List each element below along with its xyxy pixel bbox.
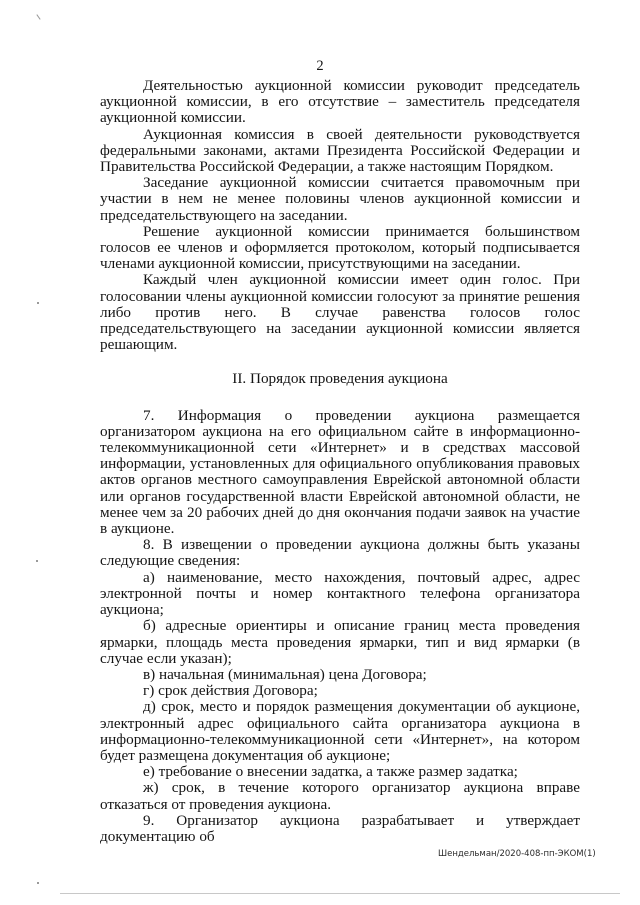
paragraph: б) адресные ориентиры и описание границ места проведения ярмарки, площадь места проведения ярмарки, тип и вид ярмарки (в случае если указан);: [100, 617, 580, 667]
paragraph: г) срок действия Договора;: [143, 682, 318, 700]
scan-mark: [36, 560, 38, 562]
document-code: Шендельман/2020-408-пп-ЭКОМ(1): [438, 849, 596, 859]
scan-mark: [37, 302, 39, 304]
paragraph: а) наименование, место нахождения, почтовый адрес, адрес электронной почты и номер контактного телефона организатора аукциона;: [100, 568, 580, 619]
paragraph: е) требование о внесении задатка, а также размер задатка;: [143, 763, 518, 781]
paragraph: ж) срок, в течение которого организатор аукциона вправе отказаться от проведения аукциона.: [100, 779, 580, 813]
paragraph: Заседание аукционной комиссии считается правомочным при участии в нем не менее половины членов аукционной комиссии и председательствующего на заседании.: [100, 174, 580, 224]
document-body: [100, 78, 580, 845]
paragraph: Каждый член аукционной комиссии имеет один голос. При голосовании члены аукционной комиссии голосуют за принятие решения либо против него. В случае равенства голосов голос председательствующего на заседании аукционной комиссии является решающим.: [100, 271, 580, 354]
paragraph: 8. В извещении о проведении аукциона должны быть указаны следующие сведения:: [100, 536, 580, 570]
paragraph: 9. Организатор аукциона разрабатывает и утверждает документацию об: [100, 811, 580, 845]
paragraph: Деятельностью аукционной комиссии руководит председатель аукционной комиссии, в его отсутствие – заместитель председателя аукционной комиссии.: [100, 77, 580, 127]
paragraph: д) срок, место и порядок размещения документации об аукционе, электронный адрес официального сайта организатора аукциона в информационно-телекоммуникационной сети «Интернет», на котором будет размещена документация об аукционе;: [100, 698, 580, 764]
scan-mark: [36, 14, 40, 19]
paragraph: 7. Информация о проведении аукциона размещается организатором аукциона на его официальном сайте в информационно-телекоммуникационной сети «Интернет» и в средствах массовой информации, установленных для официального опубликования правовых актов органов местного самоуправления Еврейской автономной области или органов государственной власти Еврейской автономной области, не менее чем за 20 рабочих дней до дня окончания подачи заявок на участие в аукционе.: [100, 406, 580, 538]
page-number: 2: [316, 58, 324, 74]
section-heading: II. Порядок проведения аукциона: [232, 370, 448, 388]
paragraph: в) начальная (минимальная) цена Договора;: [143, 665, 427, 683]
paragraph: Решение аукционной комиссии принимается большинством голосов ее членов и оформляется протоколом, который подписывается членами аукционной комиссии, присутствующими на заседании.: [100, 222, 580, 273]
scan-mark: [37, 882, 39, 884]
scan-rule: [60, 893, 620, 894]
paragraph: Аукционная комиссия в своей деятельности руководствуется федеральными законами, актами Президента Российской Федерации и Правительства Российской Федерации, а также настоящим Порядком.: [100, 125, 580, 176]
